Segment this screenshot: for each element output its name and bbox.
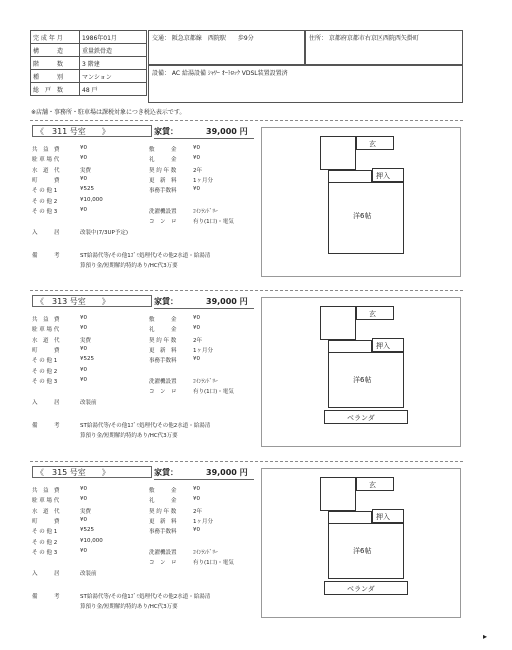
fee-value: ¥0 (80, 516, 87, 523)
info-key: 総 戸 数 (31, 83, 80, 96)
veranda-area (324, 410, 408, 424)
washer-key: 洗濯機設置 (149, 550, 177, 556)
contract-key: 礼 金 (149, 157, 177, 164)
fee-key: そ の 他 2 (32, 198, 58, 205)
fee-key: 水 道 代 (32, 337, 60, 344)
fee-key: そ の 他 1 (32, 529, 58, 536)
veranda-label: ベランダ (347, 585, 375, 593)
fee-value: ¥0 (80, 376, 87, 383)
floor-plan (261, 127, 461, 277)
fee-value: ¥10,000 (80, 537, 103, 544)
oshiire-label: 押入 (376, 172, 390, 180)
contract-key: 契 約 年 数 (149, 167, 177, 174)
contract-value: ¥0 (193, 145, 200, 151)
remarks-line-2: 算預り金/短期解約特約あり/HC代3万要 (80, 263, 178, 269)
oshiire-area (372, 509, 404, 523)
move-in-key: 入 居 (32, 400, 60, 406)
fee-value: ¥0 (80, 366, 87, 373)
contract-key: 事務手数料 (149, 529, 177, 536)
rent-value: 39,000 円 (206, 127, 248, 136)
fee-value: 実費 (80, 337, 92, 344)
fee-value: ¥0 (80, 315, 87, 321)
veranda-area (324, 581, 408, 595)
traffic-text: 交通： 阪急京都線 西院駅 歩9分 (152, 35, 254, 42)
fee-key: そ の 他 2 (32, 368, 58, 375)
room-number: 《 313 号室 》 (32, 295, 152, 307)
main-room (328, 523, 404, 579)
fee-value: ¥0 (80, 145, 87, 151)
contract-value: ¥0 (193, 325, 200, 332)
unit-listing (30, 461, 463, 622)
main-room (328, 182, 404, 254)
bath-area (320, 306, 356, 340)
unit-listing (30, 290, 463, 451)
contract-key: 敷 金 (149, 317, 177, 323)
washer-value: ｺｲﾝﾗﾝﾄﾞﾘｰ (193, 550, 218, 556)
stove-value: 有り(1口)・電気 (193, 560, 234, 566)
remarks-key: 備 考 (32, 253, 60, 259)
rent-label: 家賃： (154, 297, 178, 306)
veranda-label: ベランダ (347, 414, 375, 422)
washer-value: ｺｲﾝﾗﾝﾄﾞﾘｰ (193, 209, 218, 215)
floor-plan (261, 468, 461, 618)
contract-value: 2年 (193, 508, 202, 515)
contract-value: 1ヶ月分 (193, 177, 213, 184)
washer-key: 洗濯機設置 (149, 379, 177, 385)
contract-key: 敷 金 (149, 488, 177, 494)
equipment-text: 設備： AC 給湯設備 ｼｬﾜｰ ｵｰﾄﾛｯｸ VDSL装置設置済 (152, 70, 288, 77)
equipment-box (148, 65, 463, 103)
fee-key: 駐 車 場 代 (32, 157, 60, 164)
fee-key: そ の 他 2 (32, 539, 58, 546)
fee-value: ¥525 (80, 527, 94, 534)
washer-value: ｺｲﾝﾗﾝﾄﾞﾘｰ (193, 379, 218, 385)
fee-value: ¥0 (80, 345, 87, 352)
room-number: 《 311 号室 》 (32, 125, 152, 137)
tax-note: ※店舗・事務所・駐車場は課税対象につき税込表示です。 (31, 109, 186, 116)
rent-underline (154, 138, 254, 139)
oshiire-label: 押入 (376, 342, 390, 350)
contract-key: 更 新 料 (149, 518, 177, 525)
contract-key: 事務手数料 (149, 358, 177, 365)
bath-area (320, 477, 356, 511)
move-in-key: 入 居 (32, 571, 60, 577)
fee-value: ¥525 (80, 186, 94, 193)
genkan-label: 玄 (369, 140, 376, 148)
fee-key: 町 費 (32, 518, 60, 525)
info-key: 構 造 (31, 44, 80, 57)
fee-value: ¥525 (80, 356, 94, 363)
room-label: 洋6帖 (353, 376, 372, 384)
room-number: 《 315 号室 》 (32, 466, 152, 478)
contract-key: 更 新 料 (149, 347, 177, 354)
fee-value: ¥10,000 (80, 196, 103, 203)
info-key: 完 成 年 月 (31, 31, 80, 44)
address-box (305, 30, 463, 65)
property-info-table (30, 30, 147, 96)
fee-value: ¥0 (80, 206, 87, 213)
fee-value: 実費 (80, 508, 92, 515)
info-value: 3 階建 (80, 57, 147, 70)
rent-underline (154, 308, 254, 309)
contract-value: ¥0 (193, 356, 200, 363)
rent-underline (154, 479, 254, 480)
genkan-area (356, 477, 394, 491)
address-text: 住所： 京都府京都市右京区西院西矢掛町 (309, 35, 419, 42)
fee-key: 共 益 費 (32, 317, 60, 323)
room-label: 洋6帖 (353, 212, 372, 220)
contract-key: 契 約 年 数 (149, 508, 177, 515)
contract-value: 2年 (193, 337, 202, 344)
move-in-value: 改装前 (80, 571, 97, 577)
genkan-label: 玄 (369, 310, 376, 318)
remarks-line-2: 算預り金/短期解約特約あり/HC代3万要 (80, 604, 178, 610)
info-key: 階 数 (31, 57, 80, 70)
fee-key: 水 道 代 (32, 167, 60, 174)
fee-key: そ の 他 3 (32, 378, 58, 385)
fee-key: そ の 他 1 (32, 358, 58, 365)
washer-key: 洗濯機設置 (149, 209, 177, 215)
oshiire-area (372, 338, 404, 352)
move-in-value: 改装中(7/3UP予定) (80, 230, 128, 236)
room-label: 洋6帖 (353, 547, 372, 555)
traffic-box (148, 30, 305, 65)
stove-value: 有り(1口)・電気 (193, 219, 234, 225)
contract-key: 礼 金 (149, 498, 177, 505)
move-in-value: 改装前 (80, 400, 97, 406)
stove-key: コ ン ロ (149, 560, 177, 566)
contract-value: ¥0 (193, 155, 200, 162)
fee-key: 共 益 費 (32, 147, 60, 153)
remarks-line-1: ST給湯代等/その他1ｺﾞﾐ処理代/その他2水道・給湯清 (80, 253, 211, 259)
rent-value: 39,000 円 (206, 468, 248, 477)
contract-key: 契 約 年 数 (149, 337, 177, 344)
contract-key: 敷 金 (149, 147, 177, 153)
info-value: マンション (80, 70, 147, 83)
remarks-key: 備 考 (32, 594, 60, 600)
fee-key: 水 道 代 (32, 508, 60, 515)
fee-value: ¥0 (80, 486, 87, 492)
contract-value: 1ヶ月分 (193, 347, 213, 354)
fee-value: ¥0 (80, 547, 87, 554)
fee-value: 実費 (80, 167, 92, 174)
stove-value: 有り(1口)・電気 (193, 389, 234, 395)
rent-label: 家賃： (154, 468, 178, 477)
genkan-area (356, 306, 394, 320)
fee-key: 駐 車 場 代 (32, 327, 60, 334)
genkan-label: 玄 (369, 481, 376, 489)
bath-area (320, 136, 356, 170)
fee-key: そ の 他 3 (32, 208, 58, 215)
fee-key: 共 益 費 (32, 488, 60, 494)
fee-key: 町 費 (32, 347, 60, 354)
oshiire-label: 押入 (376, 513, 390, 521)
rent-label: 家賃： (154, 127, 178, 136)
contract-value: ¥0 (193, 527, 200, 534)
fee-value: ¥0 (80, 175, 87, 182)
info-key: 種 別 (31, 70, 80, 83)
remarks-line-1: ST給湯代等/その他1ｺﾞﾐ処理代/その他2水道・給湯清 (80, 423, 211, 429)
remarks-line-1: ST給湯代等/その他1ｺﾞﾐ処理代/その他2水道・給湯清 (80, 594, 211, 600)
contract-value: 2年 (193, 167, 202, 174)
floor-plan (261, 297, 461, 447)
remarks-key: 備 考 (32, 423, 60, 429)
contract-value: 1ヶ月分 (193, 518, 213, 525)
contract-key: 事務手数料 (149, 188, 177, 195)
oshiire-area (372, 168, 404, 182)
fee-key: 町 費 (32, 177, 60, 184)
contract-key: 礼 金 (149, 327, 177, 334)
contract-value: ¥0 (193, 496, 200, 503)
main-room (328, 352, 404, 408)
info-value: 48 戸 (80, 83, 147, 96)
info-value: 重量鉄骨造 (80, 44, 147, 57)
fee-value: ¥0 (80, 155, 87, 162)
fee-key: そ の 他 1 (32, 188, 58, 195)
stove-key: コ ン ロ (149, 389, 177, 395)
rent-value: 39,000 円 (206, 297, 248, 306)
contract-key: 更 新 料 (149, 177, 177, 184)
contract-value: ¥0 (193, 315, 200, 321)
move-in-key: 入 居 (32, 230, 60, 236)
stove-key: コ ン ロ (149, 219, 177, 225)
fee-key: 駐 車 場 代 (32, 498, 60, 505)
genkan-area (356, 136, 394, 150)
remarks-line-2: 算預り金/短期解約特約あり/HC代3万要 (80, 433, 178, 439)
fee-value: ¥0 (80, 325, 87, 332)
corner-mark: ▸ (483, 632, 488, 641)
unit-listing (30, 120, 463, 281)
contract-value: ¥0 (193, 186, 200, 193)
info-value: 1986年01月 (80, 31, 147, 44)
fee-key: そ の 他 3 (32, 549, 58, 556)
contract-value: ¥0 (193, 486, 200, 492)
fee-value: ¥0 (80, 496, 87, 503)
